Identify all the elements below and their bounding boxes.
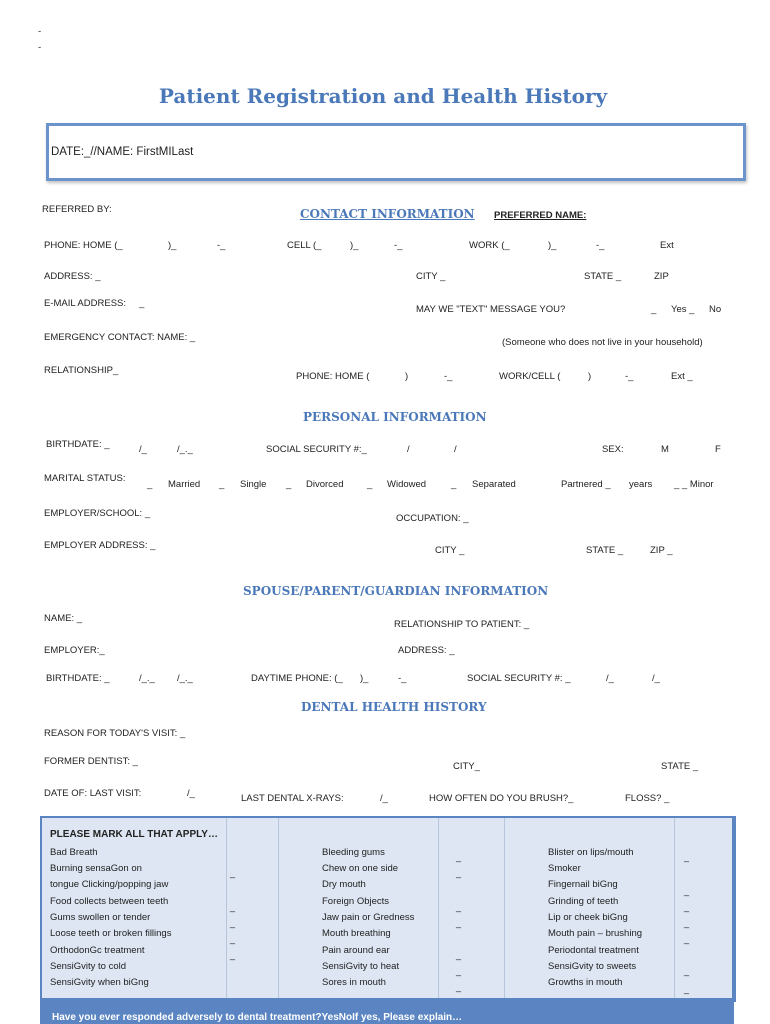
- checklist-item[interactable]: Smoker: [548, 863, 581, 874]
- emergency-work-phone-part[interactable]: ): [588, 371, 592, 382]
- email-label: E-MAIL ADDRESS:: [44, 298, 127, 309]
- emergency-contact-field[interactable]: EMERGENCY CONTACT: NAME: _: [44, 332, 196, 343]
- city-field[interactable]: CITY _: [416, 271, 446, 282]
- sex-female-option[interactable]: F: [715, 444, 721, 455]
- checklist-item[interactable]: tongue Clicking/popping jaw: [50, 879, 169, 890]
- checklist-item[interactable]: Pain around ear: [322, 945, 390, 956]
- referred-by-label: REFERRED BY:: [42, 204, 112, 215]
- marital-status-label: MARITAL STATUS:: [44, 473, 126, 484]
- brush-frequency-field[interactable]: HOW OFTEN DO YOU BRUSH?_: [429, 793, 574, 804]
- checkbox-blank[interactable]: _: [456, 868, 462, 878]
- checklist-item[interactable]: Gums swollen or tender: [50, 912, 151, 923]
- relationship-field[interactable]: RELATIONSHIP_: [44, 365, 119, 376]
- grid-divider: [278, 818, 279, 1000]
- corner-mark: -: [38, 26, 42, 37]
- daytime-phone-part[interactable]: -_: [398, 673, 407, 684]
- emergency-ext-field[interactable]: Ext _: [671, 371, 693, 382]
- cell-phone-field[interactable]: CELL (_: [287, 240, 322, 251]
- former-dentist-field[interactable]: FORMER DENTIST: _: [44, 756, 138, 767]
- personal-info-heading: PERSONAL INFORMATION: [303, 410, 487, 424]
- marital-separated-option[interactable]: Separated: [472, 479, 516, 490]
- emergency-home-phone[interactable]: PHONE: HOME (: [296, 371, 370, 382]
- preferred-name-field[interactable]: PREFERRED NAME:: [494, 210, 587, 221]
- spouse-name-field[interactable]: NAME: _: [44, 613, 83, 624]
- marital-blank[interactable]: _: [451, 479, 457, 490]
- checklist-item[interactable]: Burning sensaGon on: [50, 863, 142, 874]
- sex-male-option[interactable]: M: [661, 444, 669, 455]
- checklist-item[interactable]: Bad Breath: [50, 847, 98, 858]
- checklist-item[interactable]: Jaw pain or Gredness: [322, 912, 415, 923]
- dentist-city-field[interactable]: CITY_: [453, 761, 480, 772]
- symptom-checklist: [40, 816, 736, 1002]
- marital-married-option[interactable]: Married: [168, 479, 201, 490]
- last-xrays-field[interactable]: /_: [380, 793, 388, 804]
- spouse-birthdate-field[interactable]: BIRTHDATE: _: [46, 673, 110, 684]
- page-title: Patient Registration and Health History: [158, 84, 608, 108]
- spouse-birthdate-part[interactable]: /_._: [139, 673, 155, 684]
- checklist-item[interactable]: SensiGvity when biGng: [50, 977, 149, 988]
- checkbox-blank[interactable]: _: [684, 984, 690, 994]
- birthdate-part[interactable]: /_: [139, 444, 147, 455]
- spouse-info-heading: SPOUSE/PARENT/GUARDIAN INFORMATION: [243, 584, 549, 598]
- spouse-ssn-field[interactable]: SOCIAL SECURITY #: _: [467, 673, 571, 684]
- checkbox-blank[interactable]: _: [230, 868, 236, 878]
- visit-reason-field[interactable]: REASON FOR TODAY'S VISIT: _: [44, 728, 186, 739]
- marital-blank[interactable]: _: [367, 479, 373, 490]
- dental-history-heading: DENTAL HEALTH HISTORY: [301, 700, 487, 714]
- text-blank[interactable]: _: [651, 304, 657, 315]
- grid-divider: [226, 818, 227, 1000]
- date-name-field[interactable]: DATE:_//NAME: FirstMILast: [51, 146, 194, 158]
- checkbox-blank[interactable]: _: [684, 966, 690, 976]
- checklist-item[interactable]: SensiGvity to sweets: [548, 961, 637, 972]
- emergency-work-phone[interactable]: WORK/CELL (: [499, 371, 561, 382]
- marital-blank[interactable]: _: [147, 479, 153, 490]
- checklist-heading: PLEASE MARK ALL THAT APPLY…: [50, 829, 218, 840]
- minor-option[interactable]: _ _ Minor: [674, 479, 714, 490]
- spouse-employer-field[interactable]: EMPLOYER:_: [44, 645, 105, 656]
- grid-divider: [674, 818, 675, 1000]
- ssn-part[interactable]: /: [407, 444, 410, 455]
- adverse-response-question[interactable]: Have you ever responded adversely to dental treatment?YesNoIf yes, Please explain…: [52, 1012, 463, 1023]
- checklist-item[interactable]: Mouth pain – brushing: [548, 928, 643, 939]
- text-yes-option[interactable]: Yes _: [671, 304, 695, 315]
- emergency-home-phone-part[interactable]: -_: [444, 371, 453, 382]
- spouse-address-field[interactable]: ADDRESS: _: [398, 645, 455, 656]
- checkbox-blank[interactable]: _: [456, 950, 462, 960]
- ext-field[interactable]: Ext: [660, 240, 674, 251]
- spouse-ssn-part[interactable]: /_: [652, 673, 660, 684]
- checkbox-blank[interactable]: _: [456, 982, 462, 992]
- relationship-to-patient-field[interactable]: RELATIONSHIP TO PATIENT: _: [394, 619, 530, 630]
- sex-label: SEX:: [602, 444, 624, 455]
- employer-zip-field[interactable]: ZIP _: [650, 545, 673, 556]
- ssn-field[interactable]: SOCIAL SECURITY #:_: [266, 444, 367, 455]
- floss-field[interactable]: FLOSS? _: [625, 793, 670, 804]
- checkbox-blank[interactable]: _: [230, 918, 236, 928]
- checklist-item[interactable]: Mouth breathing: [322, 928, 391, 939]
- checkbox-blank[interactable]: _: [684, 902, 690, 912]
- dentist-state-field[interactable]: STATE _: [661, 761, 699, 772]
- marital-divorced-option[interactable]: Divorced: [306, 479, 344, 490]
- checklist-item[interactable]: Sores in mouth: [322, 977, 386, 988]
- grid-divider: [504, 818, 505, 1000]
- checkbox-blank[interactable]: _: [684, 934, 690, 944]
- checklist-item[interactable]: Bleeding gums: [322, 847, 385, 858]
- checklist-item[interactable]: SensiGvity to cold: [50, 961, 127, 972]
- checklist-item[interactable]: Grinding of teeth: [548, 896, 619, 907]
- emergency-work-phone-part[interactable]: -_: [625, 371, 634, 382]
- checkbox-blank[interactable]: _: [230, 902, 236, 912]
- daytime-phone-field[interactable]: DAYTIME PHONE: (_: [251, 673, 343, 684]
- zip-field[interactable]: ZIP: [654, 271, 669, 282]
- marital-blank[interactable]: _: [219, 479, 225, 490]
- text-no-option[interactable]: No: [709, 304, 722, 315]
- checklist-item[interactable]: Fingernail biGng: [548, 879, 618, 890]
- checklist-item[interactable]: Blister on lips/mouth: [548, 847, 634, 858]
- spouse-ssn-part[interactable]: /_: [606, 673, 614, 684]
- emergency-note: (Someone who does not live in your household): [502, 337, 703, 348]
- partnered-years-label: years: [629, 479, 653, 490]
- marital-partnered-option[interactable]: Partnered _: [561, 479, 611, 490]
- cell-phone-part[interactable]: )_: [350, 240, 359, 251]
- checkbox-blank[interactable]: _: [456, 852, 462, 862]
- checkbox-blank[interactable]: _: [684, 852, 690, 862]
- work-phone-part[interactable]: )_: [548, 240, 557, 251]
- checklist-item[interactable]: Growths in mouth: [548, 977, 623, 988]
- checkbox-blank[interactable]: _: [456, 902, 462, 912]
- home-phone-part[interactable]: )_: [168, 240, 177, 251]
- daytime-phone-part[interactable]: )_: [360, 673, 369, 684]
- checklist-item[interactable]: Periodontal treatment: [548, 945, 639, 956]
- email-field[interactable]: _: [139, 298, 145, 309]
- home-phone-part[interactable]: -_: [217, 240, 226, 251]
- work-phone-field[interactable]: WORK (_: [469, 240, 510, 251]
- employer-state-field[interactable]: STATE _: [586, 545, 624, 556]
- checklist-item[interactable]: Food collects between teeth: [50, 896, 169, 907]
- last-visit-field[interactable]: /_: [187, 788, 195, 799]
- checkbox-blank[interactable]: _: [456, 918, 462, 928]
- address-field[interactable]: ADDRESS: _: [44, 271, 101, 282]
- marital-single-option[interactable]: Single: [240, 479, 267, 490]
- checklist-item[interactable]: SensiGvity to heat: [322, 961, 400, 972]
- checklist-item[interactable]: OrthodonGc treatment: [50, 945, 145, 956]
- emergency-home-phone-part[interactable]: ): [405, 371, 409, 382]
- ssn-part[interactable]: /: [454, 444, 457, 455]
- last-visit-label: DATE OF: LAST VISIT:: [44, 788, 142, 799]
- birthdate-part[interactable]: /_._: [177, 444, 193, 455]
- home-phone-field[interactable]: PHONE: HOME (_: [44, 240, 123, 251]
- marital-blank[interactable]: _: [286, 479, 292, 490]
- cell-phone-part[interactable]: -_: [394, 240, 403, 251]
- checkbox-blank[interactable]: _: [230, 950, 236, 960]
- marital-widowed-option[interactable]: Widowed: [387, 479, 427, 490]
- birthdate-field[interactable]: BIRTHDATE: _: [46, 439, 110, 450]
- checklist-item[interactable]: Foreign Objects: [322, 896, 390, 907]
- contact-info-heading: CONTACT INFORMATION: [300, 207, 475, 221]
- checklist-item[interactable]: Loose teeth or broken fillings: [50, 928, 172, 939]
- checkbox-blank[interactable]: _: [456, 966, 462, 976]
- adverse-response-bar: [40, 998, 734, 1024]
- checkbox-blank[interactable]: _: [684, 918, 690, 928]
- employer-city-field[interactable]: CITY _: [435, 545, 465, 556]
- employer-school-field[interactable]: EMPLOYER/SCHOOL: _: [44, 508, 151, 519]
- work-phone-part[interactable]: -_: [596, 240, 605, 251]
- date-name-box[interactable]: [46, 123, 746, 181]
- occupation-field[interactable]: OCCUPATION: _: [396, 513, 469, 524]
- state-field[interactable]: STATE _: [584, 271, 622, 282]
- checklist-item[interactable]: Dry mouth: [322, 879, 366, 890]
- checklist-item[interactable]: Lip or cheek biGng: [548, 912, 628, 923]
- checkbox-blank[interactable]: _: [230, 934, 236, 944]
- checklist-item[interactable]: Chew on one side: [322, 863, 399, 874]
- employer-address-field[interactable]: EMPLOYER ADDRESS: _: [44, 540, 156, 551]
- checkbox-blank[interactable]: _: [684, 886, 690, 896]
- last-xrays-label: LAST DENTAL X-RAYS:: [241, 793, 344, 804]
- spouse-birthdate-part[interactable]: /_._: [177, 673, 193, 684]
- corner-mark: -: [38, 42, 42, 53]
- text-message-question: MAY WE "TEXT" MESSAGE YOU?: [416, 304, 566, 315]
- grid-divider: [438, 818, 439, 1000]
